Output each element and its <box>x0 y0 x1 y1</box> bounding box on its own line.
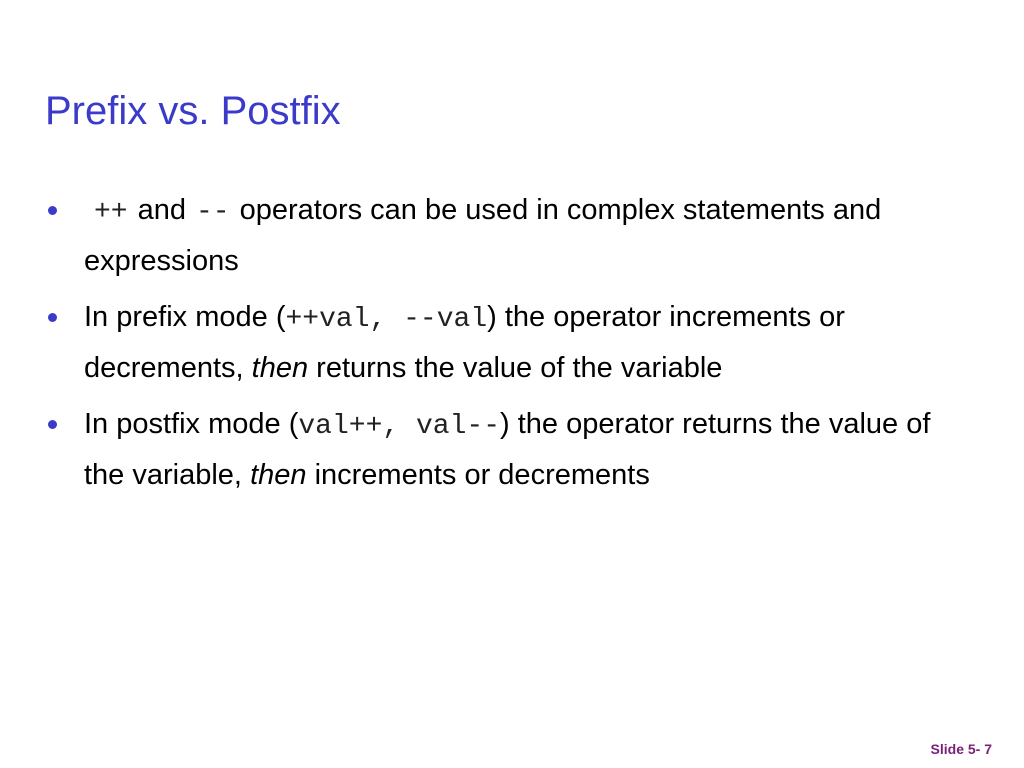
bullet-dot-icon <box>48 420 57 429</box>
then-emphasis: then <box>250 459 307 491</box>
bullet-item-prefix <box>44 293 944 392</box>
increment-operator-code: ++ <box>94 197 128 228</box>
bullet-text: ) the operator returns the value of the variable, <box>84 408 931 491</box>
bullet-text: In postfix mode ( <box>84 408 299 440</box>
bullet-text: ) the operator increments or decrements, <box>84 301 845 384</box>
bullet-text: and <box>137 194 186 226</box>
slide-number: Slide 5- 7 <box>930 741 992 757</box>
bullet-dot-icon <box>48 206 57 215</box>
bullet-text: increments or decrements <box>314 459 650 491</box>
then-emphasis: then <box>251 352 309 384</box>
bullet-text: In prefix mode ( <box>84 301 286 333</box>
bullet-dot-icon <box>48 313 57 322</box>
prefix-example-code: ++val, --val <box>285 304 488 335</box>
bullet-list <box>44 186 944 507</box>
bullet-item-postfix <box>44 400 944 499</box>
slide-title: Prefix vs. Postfix <box>45 89 341 133</box>
bullet-item-operators <box>44 186 944 285</box>
bullet-text: returns the value of the variable <box>316 352 723 384</box>
decrement-operator-code: -- <box>196 197 230 228</box>
postfix-example-code: val++, val-- <box>298 411 501 442</box>
bullet-text: operators can be used in complex statements and expressions <box>84 194 882 277</box>
